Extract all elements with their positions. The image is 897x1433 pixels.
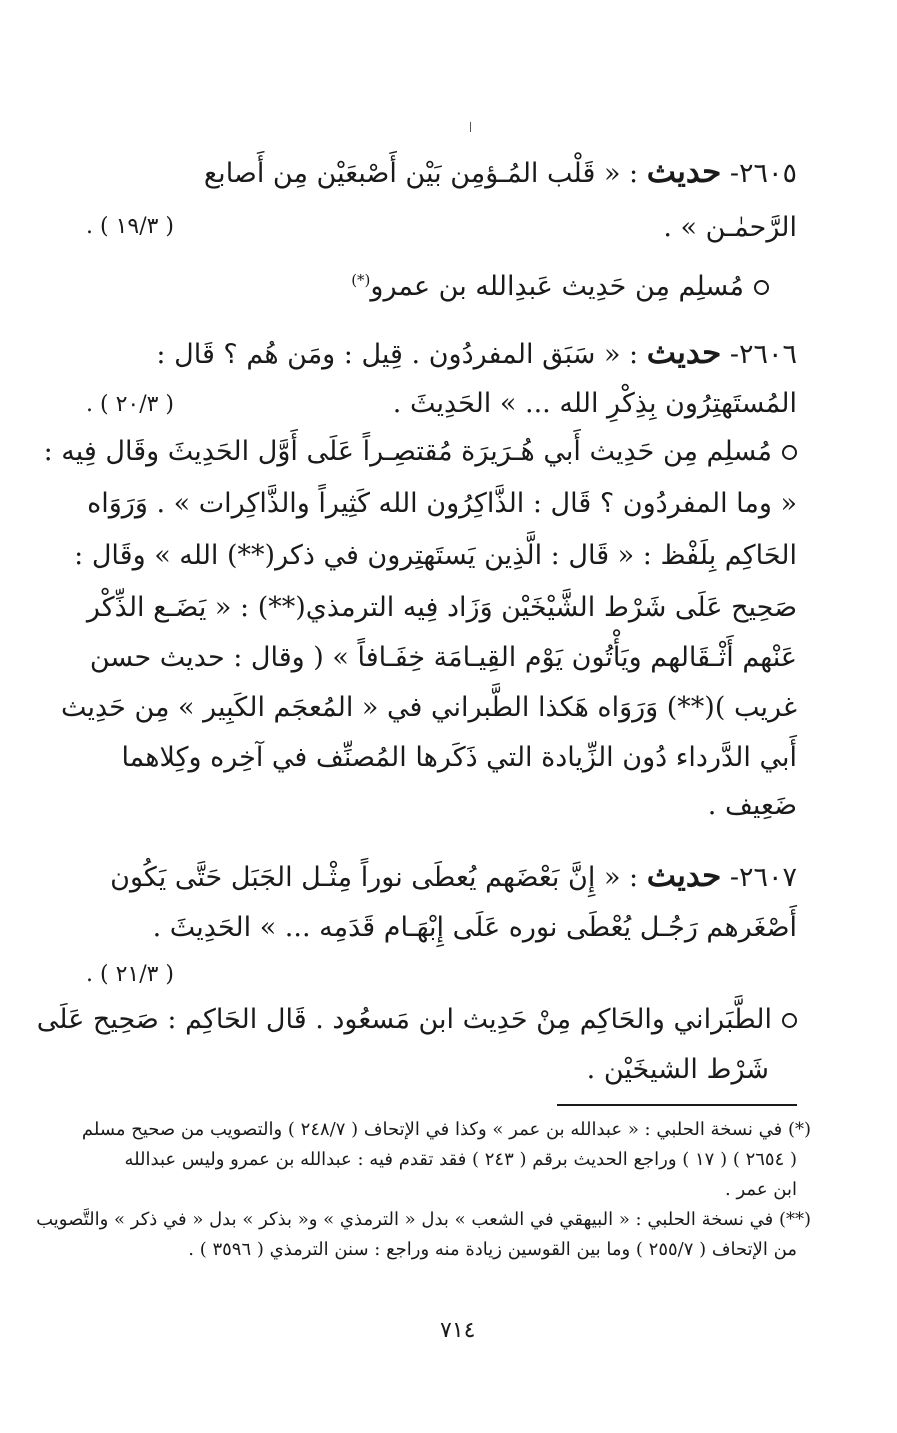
circle-bullet-icon	[782, 445, 797, 460]
hadith-2605-source: مُسلِم مِن حَدِيث عَبدِالله بن عمرو(*)	[82, 260, 769, 307]
hadith-2606-commentary-7: أَبي الدَّرداء دُون الزِّيادة التي ذَكَرها المُصنِّف في آخِره وكِلاهما	[121, 742, 797, 773]
page-number: ٧١٤	[440, 1318, 476, 1343]
hadith-2606-commentary-2: « وما المفردُون ؟ قَال : الذَّاكِرُون الله كَثِيراً والذَّاكِرات » . وَرَوَاه	[87, 488, 797, 519]
hadith-2607-commentary-2: شَرْط الشيخَيْن .	[586, 1054, 769, 1085]
hadith-2606-commentary-3: الحَاكِم بِلَفْظ : « قَال : الَّذِين يَستَهتِرون في ذكر(**) الله » وقَال :	[74, 540, 797, 571]
circle-bullet-icon	[782, 1013, 797, 1028]
hadith-2607-line-2	[82, 908, 797, 948]
hadith-2606-commentary-5: عَنْهم أَثْـقَالهم ويَأْتُون يَوْم القِيـامَة خِفَـافاً » ( وقال : حديث حسن	[89, 642, 797, 673]
hadith-text: الرَّحمٰـن » .	[663, 212, 797, 243]
hadith-text: « إِنَّ بَعْضَهم يُعطَى نوراً مِثْـل الجَبَل حَتَّى يَكُون	[110, 862, 621, 893]
hadith-label: حديث	[646, 858, 722, 894]
hadith-2606-commentary-6: غريب )(**) وَرَوَاه هَكذا الطَّبراني في « المُعجَم الكَبِير » مِن حَدِيث	[60, 692, 797, 723]
hadith-text: « قَلْب المُـؤمِن بَيْن أَصْبعَيْن مِن أَصابع	[203, 158, 621, 189]
footnote-line: ابن عمر .	[725, 1179, 797, 1200]
hadith-number: ٢٦٠٧-	[729, 862, 797, 893]
hadith-text: المُستَهتِرُون بِذِكْرِ الله ... » الحَدِيثَ .	[392, 388, 797, 419]
footnote-line: من الإتحاف ( ٢٥٥/٧ ) وما بين القوسين زيادة منه وراجع : سنن الترمذي ( ٣٥٩٦ ) .	[188, 1239, 797, 1260]
margin-mark	[470, 122, 471, 132]
hadith-2605-line-2	[82, 208, 797, 248]
hadith-2606-line-1: ٢٦٠٦- حديث : « سَبَق المفردُون . قِيل : ومَن هُم ؟ قَال :	[156, 335, 797, 371]
hadith-2605-line-1: ٢٦٠٥- حديث : « قَلْب المُـؤمِن بَيْن أَصْبعَيْن مِن أَصابع	[203, 154, 797, 190]
footnote-marker: (*)	[351, 271, 371, 289]
hadith-2606-line-2	[82, 384, 797, 424]
footnote-line: (*) في نسخة الحلبي : « عبدالله بن عمر » وكذا في الإتحاف ( ٢٤٨/٧ ) والتصويب من صحيح مسلم	[81, 1119, 811, 1140]
hadith-2607-line-1: ٢٦٠٧- حديث : « إِنَّ بَعْضَهم يُعطَى نوراً مِثْـل الجَبَل حَتَّى يَكُون	[110, 858, 797, 894]
hadith-2606-commentary-1: مُسلِم مِن حَدِيث أَبي هُـرَيرَة مُقتصِـراً عَلَى أَوَّل الحَدِيثَ وقَال فِيه :	[82, 432, 797, 472]
hadith-2606-commentary-4: صَحِيح عَلَى شَرْط الشَّيْخَيْن وَزَاد فِيه الترمذي(**) : « يَضَـع الذِّكْر	[86, 592, 797, 623]
hadith-number: ٢٦٠٦-	[729, 339, 797, 370]
hadith-2607-commentary-1: الطَّبَراني والحَاكِم مِنْ حَدِيث ابن مَسعُود . قَال الحَاكِم : صَحِيح عَلَى	[82, 1000, 797, 1040]
hadith-2606-reference: ( ٢٠/٣ ) .	[86, 392, 175, 417]
hadith-text: « سَبَق المفردُون . قِيل : ومَن هُم ؟ قَال :	[156, 339, 621, 370]
hadith-text: أَصْغَرهم رَجُـل يُعْطَى نوره عَلَى إِبْهَـام قَدَمِه ... » الحَدِيثَ .	[152, 912, 797, 943]
footnote-line: ( ٢٦٥٤ ) ( ١٧ ) وراجع الحديث برقم ( ٢٤٣ ) فقد تقدم فيه : عبدالله بن عمرو وليس عبدالله	[124, 1149, 797, 1170]
hadith-number: ٢٦٠٥-	[729, 158, 797, 189]
footnote-divider	[557, 1104, 797, 1106]
circle-bullet-icon	[754, 280, 769, 295]
hadith-2607-reference: ( ٢١/٣ ) .	[86, 962, 175, 987]
hadith-2605-reference: ( ١٩/٣ ) .	[86, 214, 175, 239]
hadith-2606-commentary-8: ضَعِيف .	[707, 790, 797, 821]
hadith-label: حديث	[646, 154, 722, 190]
footnote-line: (**) في نسخة الحلبي : « البيهقي في الشعب » بدل « الترمذي » و« بذكر » بدل « في ذكر » والتَّصويب	[36, 1209, 811, 1230]
hadith-label: حديث	[646, 335, 722, 371]
